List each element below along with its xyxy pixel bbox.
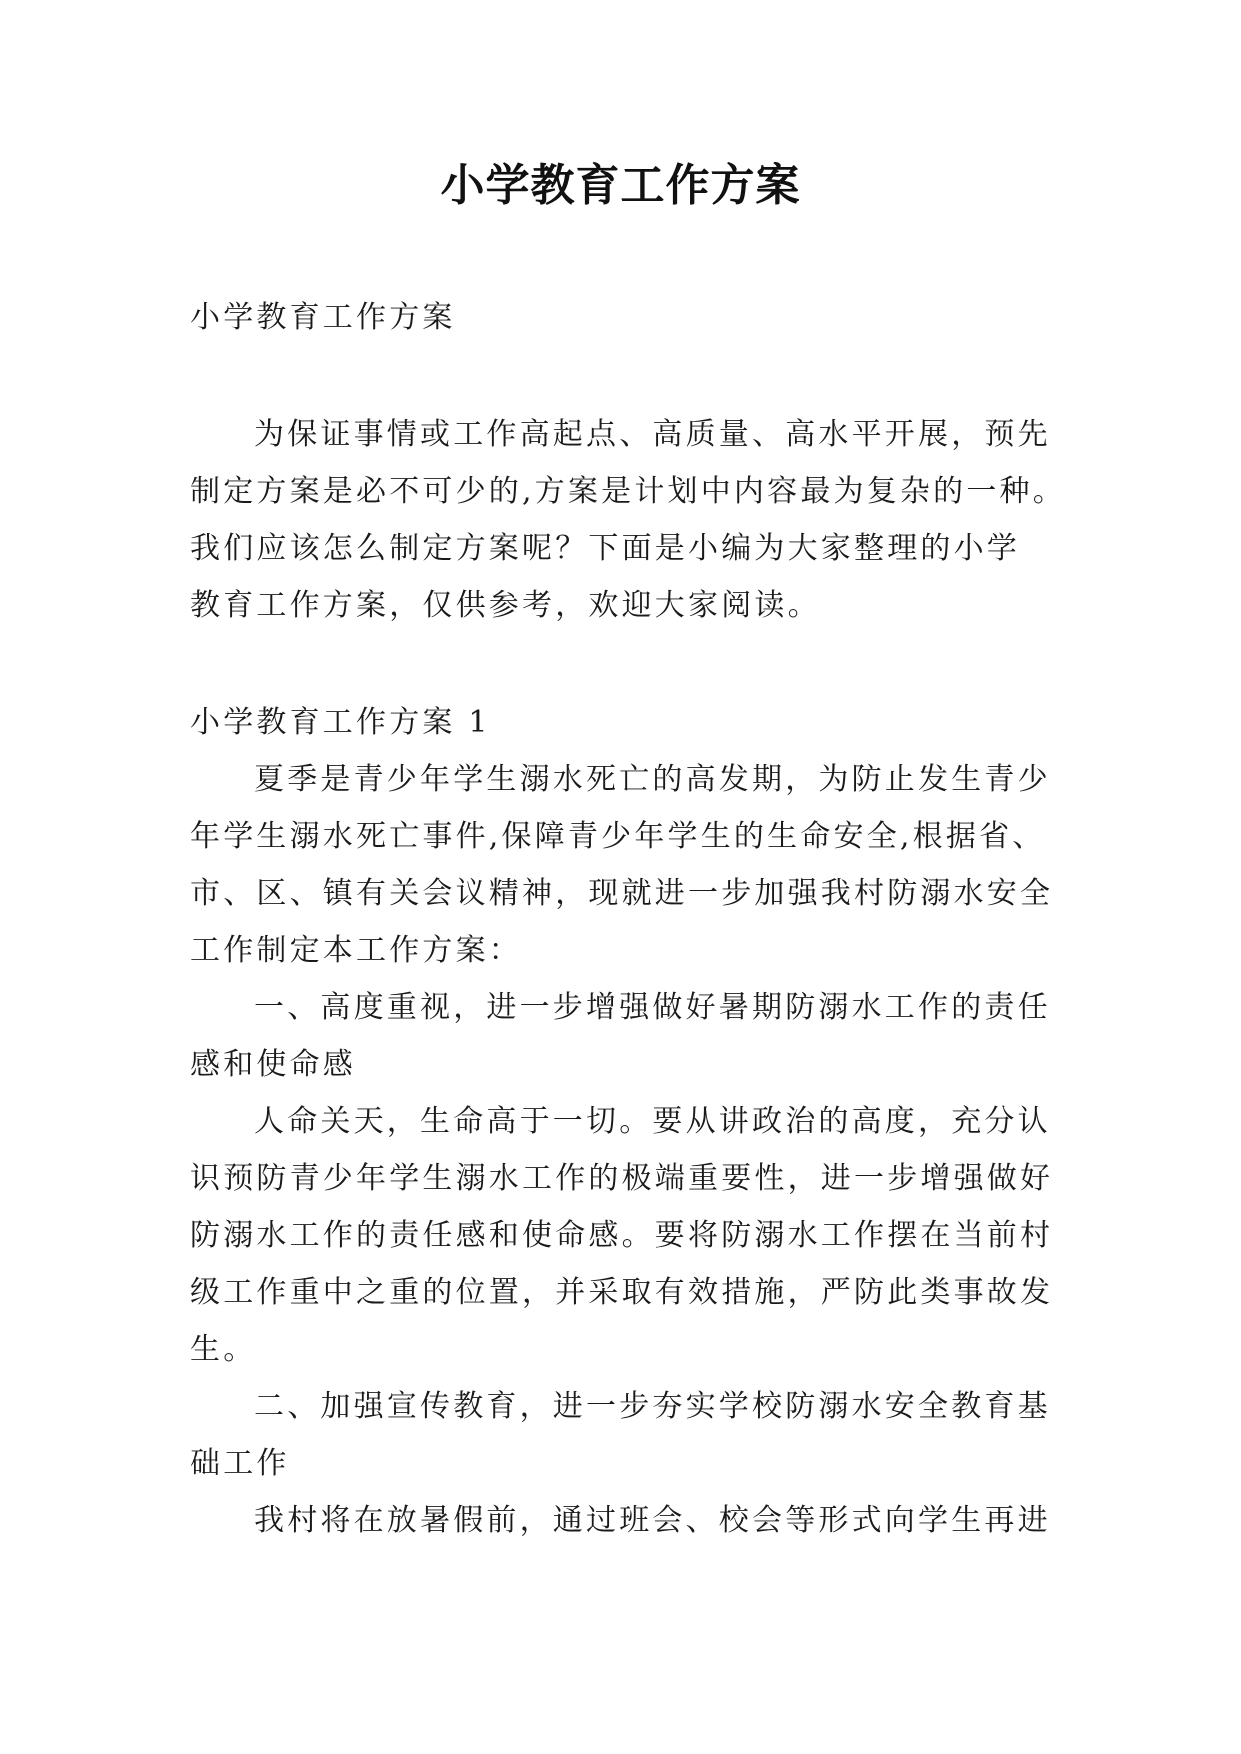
section-heading: 小学教育工作方案 1 — [190, 705, 491, 740]
body-line: 夏季是青少年学生溺水死亡的高发期，为防止发生青少 — [254, 762, 1051, 797]
intro-line: 教育工作方案，仅供参考，欢迎大家阅读。 — [190, 588, 821, 623]
intro-paragraph — [190, 406, 1066, 634]
body-line: 感和使命感 — [190, 1047, 356, 1082]
body-line: 础工作 — [190, 1446, 290, 1481]
intro-line: 我们应该怎么制定方案呢？下面是小编为大家整理的小学 — [190, 531, 1020, 566]
document-title: 小学教育工作方案 — [440, 160, 801, 211]
body-line: 年学生溺水死亡事件,保障青少年学生的生命安全,根据省、 — [190, 819, 1046, 854]
body-line: 人命关天，生命高于一切。要从讲政治的高度，充分认 — [254, 1104, 1051, 1139]
body-line: 我村将在放暑假前，通过班会、校会等形式向学生再进 — [254, 1503, 1051, 1538]
intro-line: 制定方案是必不可少的,方案是计划中内容最为复杂的一种。 — [190, 474, 1066, 509]
subtitle-line: 小学教育工作方案 — [190, 300, 456, 335]
body-line: 生。 — [190, 1332, 257, 1367]
body-line: 防溺水工作的责任感和使命感。要将防溺水工作摆在当前村 — [190, 1218, 1054, 1253]
section-body — [190, 751, 1062, 1549]
document-subtitle — [190, 289, 1062, 346]
section-1 — [190, 694, 1062, 1549]
intro-line: 为保证事情或工作高起点、高质量、高水平开展，预先 — [254, 417, 1051, 452]
body-line: 工作制定本工作方案： — [190, 933, 522, 968]
body-line: 级工作重中之重的位置，并采取有效措施，严防此类事故发 — [190, 1275, 1054, 1310]
body-line: 一、高度重视，进一步增强做好暑期防溺水工作的责任 — [254, 990, 1051, 1025]
body-line: 二、加强宣传教育，进一步夯实学校防溺水安全教育基 — [254, 1389, 1051, 1424]
body-line: 市、区、镇有关会议精神，现就进一步加强我村防溺水安全 — [190, 876, 1054, 911]
body-line: 识预防青少年学生溺水工作的极端重要性，进一步增强做好 — [190, 1161, 1054, 1196]
